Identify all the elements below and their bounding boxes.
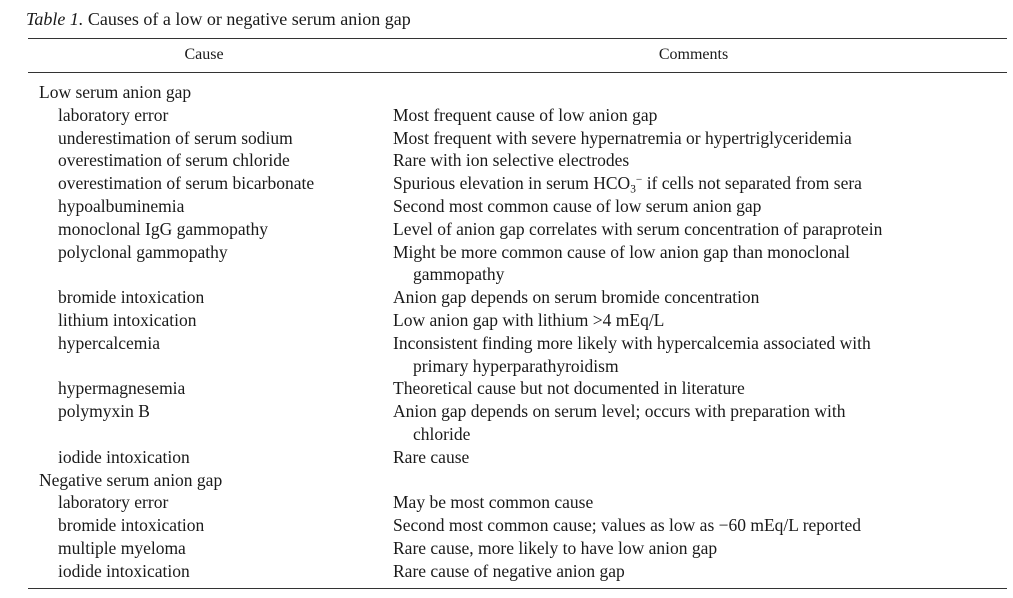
- section-title: Negative serum anion gap: [39, 469, 223, 490]
- comment-text: if cells not separated from sera: [642, 173, 862, 194]
- section-title: Low serum anion gap: [39, 82, 192, 102]
- comment-cell: [393, 149, 1003, 172]
- cause-cell: monoclonal IgG gammopathy: [58, 218, 268, 239]
- cause-cell: lithium intoxication: [58, 309, 197, 330]
- comment-cell: [393, 332, 1003, 378]
- cause-cell: hypermagnesemia: [58, 378, 186, 399]
- cause-cell: iodide intoxication: [58, 560, 190, 581]
- comment-line: Anion gap depends on serum bromide concentration: [393, 287, 760, 308]
- cause-cell: multiple myeloma: [58, 537, 186, 558]
- bottom-rule: [28, 588, 1007, 589]
- comment-line: primary hyperparathyroidism: [413, 355, 619, 376]
- comment-line: [393, 172, 1003, 195]
- comment-line: Anion gap depends on serum level; occurs with preparation with: [393, 401, 846, 422]
- comment-cell: [393, 286, 1003, 309]
- comment-line: gammopathy: [413, 264, 505, 285]
- table-row: [0, 127, 1013, 150]
- table-row: [0, 332, 1013, 378]
- comment-cell: [393, 241, 1003, 287]
- cause-cell: overestimation of serum bicarbonate: [58, 173, 315, 194]
- cause-cell: bromide intoxication: [58, 287, 205, 308]
- cause-cell: hypercalcemia: [58, 332, 161, 353]
- table-row: [0, 377, 1013, 400]
- comment-line: Level of anion gap correlates with serum concentration of paraprotein: [393, 218, 883, 239]
- table-row: [0, 286, 1013, 309]
- header-rule: [28, 72, 1007, 73]
- comment-line: Most frequent cause of low anion gap: [393, 104, 658, 125]
- comment-cell: [393, 400, 1003, 446]
- table-row: [0, 149, 1013, 172]
- comment-cell: [393, 309, 1003, 332]
- cause-cell: overestimation of serum chloride: [58, 150, 290, 171]
- section-header: [0, 81, 1013, 104]
- comment-cell: [393, 560, 1003, 583]
- table-caption-label: Table 1.: [26, 9, 84, 29]
- comment-cell: [393, 127, 1003, 150]
- column-header-comments: Comments: [658, 46, 729, 63]
- comment-text: Spurious elevation in serum HCO: [393, 173, 631, 194]
- table-row: [0, 195, 1013, 218]
- comment-cell: [393, 218, 1003, 241]
- table-row: [0, 514, 1013, 537]
- comment-line: Inconsistent finding more likely with hypercalcemia associated with: [393, 332, 871, 353]
- subscript: 3: [630, 183, 636, 196]
- top-rule: [28, 38, 1007, 39]
- comment-line: Low anion gap with lithium >4 mEq/L: [393, 309, 665, 330]
- table-row: [0, 400, 1013, 446]
- comment-cell: [393, 104, 1003, 127]
- cause-cell: iodide intoxication: [58, 446, 190, 467]
- comment-line: Rare with ion selective electrodes: [393, 150, 630, 171]
- table-row: [0, 172, 1013, 195]
- comment-cell: [393, 537, 1003, 560]
- table-row: [0, 491, 1013, 514]
- comment-line: Most frequent with severe hypernatremia or hypertriglyceridemia: [393, 127, 852, 148]
- comment-cell: [393, 491, 1003, 514]
- comment-line: Second most common cause; values as low as −60 mEq/L reported: [393, 515, 862, 536]
- comment-line: chloride: [413, 423, 471, 444]
- comment-line: Rare cause, more likely to have low anion gap: [393, 537, 718, 558]
- cause-cell: hypoalbuminemia: [58, 195, 185, 216]
- comment-cell: [393, 514, 1003, 537]
- comment-line: Rare cause of negative anion gap: [393, 560, 625, 581]
- cause-cell: underestimation of serum sodium: [58, 127, 293, 148]
- table-row: [0, 241, 1013, 287]
- cause-cell: polyclonal gammopathy: [58, 241, 228, 262]
- table-row: [0, 309, 1013, 332]
- comment-line: Rare cause: [393, 446, 470, 467]
- table-row: [0, 446, 1013, 469]
- table-body: [0, 81, 1013, 583]
- cause-cell: laboratory error: [58, 492, 169, 513]
- comment-cell: [393, 377, 1003, 400]
- table-row: [0, 560, 1013, 583]
- column-header-cause: Cause: [184, 46, 224, 63]
- comment-line: May be most common cause: [393, 492, 594, 513]
- cause-cell: bromide intoxication: [58, 515, 205, 536]
- section-header: [0, 469, 1013, 492]
- table-caption-title: Causes of a low or negative serum anion gap: [87, 9, 411, 29]
- comment-cell: [393, 446, 1003, 469]
- table-caption: [26, 8, 411, 30]
- comment-cell: [393, 172, 1003, 195]
- table-row: [0, 218, 1013, 241]
- comment-line: Theoretical cause but not documented in literature: [393, 378, 745, 399]
- comment-line: Might be more common cause of low anion gap than monoclonal: [393, 241, 850, 262]
- superscript: −: [635, 173, 643, 186]
- comment-cell: [393, 195, 1003, 218]
- cause-cell: laboratory error: [58, 104, 169, 125]
- table-row: [0, 104, 1013, 127]
- table-row: [0, 537, 1013, 560]
- comment-line: Second most common cause of low serum anion gap: [393, 195, 762, 216]
- cause-cell: polymyxin B: [58, 401, 150, 422]
